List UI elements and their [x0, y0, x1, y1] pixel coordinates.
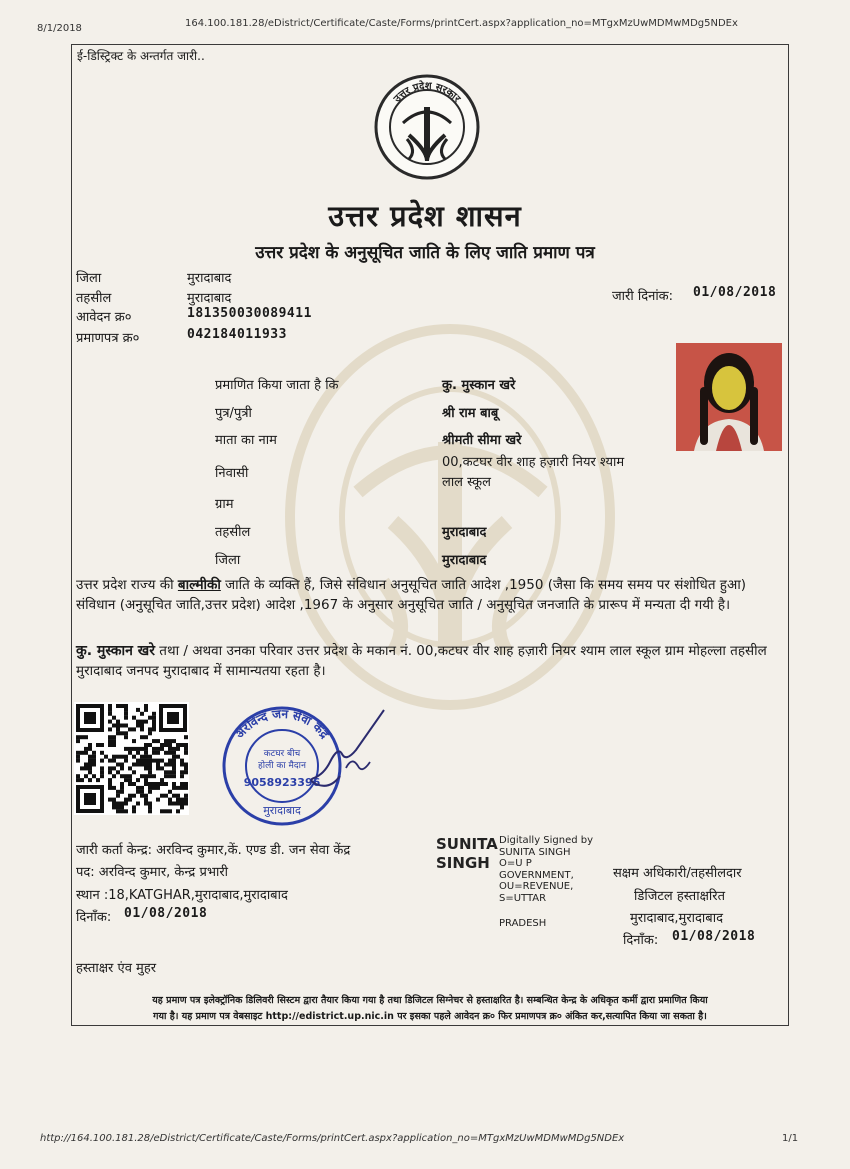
issuer-post: पद: अरविन्द कुमार, केन्द्र प्रभारी	[76, 865, 229, 880]
stamp-center-line2: होली का मैदान	[258, 761, 306, 771]
signature-detail-line: OU=REVENUE,	[499, 881, 574, 892]
stamp-center-line1: कटघर बीच	[263, 749, 301, 759]
detail-district-value: मुरादाबाद	[442, 553, 487, 568]
resident-label: निवासी	[215, 466, 249, 481]
caste-name: बाल्मीकी	[177, 577, 221, 593]
applicant-name: कु. मुस्कान खरे	[442, 378, 516, 393]
district-label: जिला	[76, 271, 102, 286]
signature-detail-line: Digitally Signed by	[499, 835, 594, 846]
authority-designation: सक्षम अधिकारी/तहसीलदार	[613, 866, 742, 881]
detail-tehsil-label: तहसील	[215, 525, 251, 540]
issuer-date-label: दिनाँक:	[76, 910, 112, 925]
verification-note-line2: गया है। यह प्रमाण पत्र वेबसाइट http://edistrict.up.nic.in पर इसका पहले आवेदन क्र० फिर प्रमाणपत्र क्र० अंकित कर,सत्यापित किया जा सकता है।	[153, 1011, 707, 1022]
issue-date-label: जारी दिनांक:	[612, 289, 674, 304]
application-number: 181350030089411	[187, 306, 312, 321]
certified-label: प्रमाणित किया जाता है कि	[215, 378, 339, 393]
applicant-photo	[676, 343, 782, 451]
print-date: 8/1/2018	[37, 23, 82, 34]
mother-name: श्रीमती सीमा खरे	[442, 433, 522, 448]
digital-signature-name	[436, 835, 498, 873]
signature-detail-line: SUNITA SINGH	[499, 846, 571, 858]
residence-declaration	[76, 641, 784, 681]
certificate-number-label: प्रमाणपत्र क्र०	[76, 331, 140, 346]
detail-tehsil-value: मुरादाबाद	[442, 525, 487, 540]
stamp-phone: 9058923396	[243, 776, 321, 789]
signature-detail-line: S=UTTAR	[499, 892, 547, 904]
signature-detail-state: PRADESH	[499, 918, 547, 929]
mother-label: माता का नाम	[215, 433, 277, 448]
district-value: मुरादाबाद	[187, 271, 232, 286]
authority-location: मुरादाबाद,मुरादाबाद	[630, 911, 723, 926]
signature-detail-line: O=U P	[499, 858, 532, 869]
father-name: श्री राम बाबू	[442, 406, 499, 421]
certificate-number: 042184011933	[187, 327, 287, 342]
certificate-subtitle: उत्तर प्रदेश के अनुसूचित जाति के लिए जाति प्रमाण पत्र	[255, 243, 595, 263]
signer-last-name: SINGH	[436, 854, 490, 872]
sign-and-seal-label: हस्ताक्षर एंव मुहर	[76, 961, 157, 976]
signature-detail-line: GOVERNMENT,	[499, 869, 574, 881]
applicant-photo-figure	[676, 343, 782, 451]
issuer-date: 01/08/2018	[124, 906, 208, 921]
qr-code	[74, 702, 189, 815]
authority-date: 01/08/2018	[672, 929, 756, 944]
print-url-top: 164.100.181.28/eDistrict/Certificate/Caste/Forms/printCert.aspx?application_no=MTgxMzUwMDMwMDg5NDEx	[185, 18, 738, 29]
caste-declaration	[76, 575, 784, 615]
print-page-number: 1/1	[782, 1133, 799, 1144]
handwritten-signature	[300, 706, 390, 796]
authority-digital-signed: डिजिटल हस्ताक्षरित	[634, 889, 725, 904]
signer-first-name: SUNITA	[436, 835, 498, 853]
tehsil-value: मुरादाबाद	[187, 291, 232, 306]
tehsil-label: तहसील	[76, 291, 112, 306]
issuing-center: जारी कर्ता केन्द्र: अरविन्द कुमार,कें. एण्ड डी. जन सेवा केंद्र	[76, 843, 351, 858]
child-of-label: पुत्र/पुत्री	[215, 406, 252, 421]
village-label: ग्राम	[215, 497, 234, 512]
print-url-bottom: http://164.100.181.28/eDistrict/Certificate/Caste/Forms/printCert.aspx?application_no=MTgxMzUwMDMwMDg5NDEx	[40, 1133, 625, 1144]
emblem-text: उत्तर प्रदेश सरकार	[391, 80, 463, 105]
residence-applicant-name: कु. मुस्कान खरे	[76, 643, 155, 659]
certificate-title: उत्तर प्रदेश शासन	[328, 199, 522, 233]
up-government-emblem	[373, 73, 481, 181]
digital-signature-details	[499, 835, 593, 904]
resident-address-line2: लाल स्कूल	[442, 475, 491, 490]
issuer-place: स्थान :18,KATGHAR,मुरादाबाद,मुरादाबाद	[76, 888, 288, 903]
residence-text: तथा / अथवा उनका परिवार उत्तर प्रदेश के मकान नं. 00,कटघर वीर शाह हज़ारी नियर श्याम लाल स्कूल ग्राम मोहल्ला तहसील मुरादाबाद जनपद मुरादाबाद में सामान्यतया रहता है।	[76, 643, 767, 679]
detail-district-label: जिला	[215, 553, 241, 568]
issue-date: 01/08/2018	[693, 285, 777, 300]
resident-address-line1: 00,कटघर वीर शाह हज़ारी नियर श्याम	[442, 455, 625, 470]
stamp-city: मुरादाबाद	[263, 804, 301, 817]
edistrict-note: ई-डिस्ट्रिक्ट के अन्तर्गत जारी..	[77, 49, 205, 63]
authority-date-label: दिनाँक:	[623, 933, 659, 948]
declaration-text-end: जाति के व्यक्ति हैं, जिसे संविधान अनुसूचित जाति आदेश ,1950 (जैसा कि समय समय पर संशोधित हुआ) संविधान (अनुसूचित जाति,उत्तर प्रदेश) आदेश ,1967 के अनुसार अनुसूचित जाति / अनुसूचित जनजाति के प्रारूप में मन्यता दी गयी है।	[76, 577, 747, 613]
declaration-text-start: उत्तर प्रदेश राज्य की	[76, 577, 178, 593]
stamp-ring-text: अरविन्द जन सेवा केंद्र	[232, 706, 332, 742]
verification-note-line1: यह प्रमाण पत्र इलेक्ट्रॉनिक डिलिवरी सिस्टम द्वारा तैयार किया गया है तथा डिजिटल सिग्नेचर से हस्ताक्षरित है। सम्बन्धित केन्द्र के अधिकृत कर्मी द्वारा प्रमाणित किया	[152, 995, 708, 1006]
application-number-label: आवेदन क्र०	[76, 310, 132, 325]
